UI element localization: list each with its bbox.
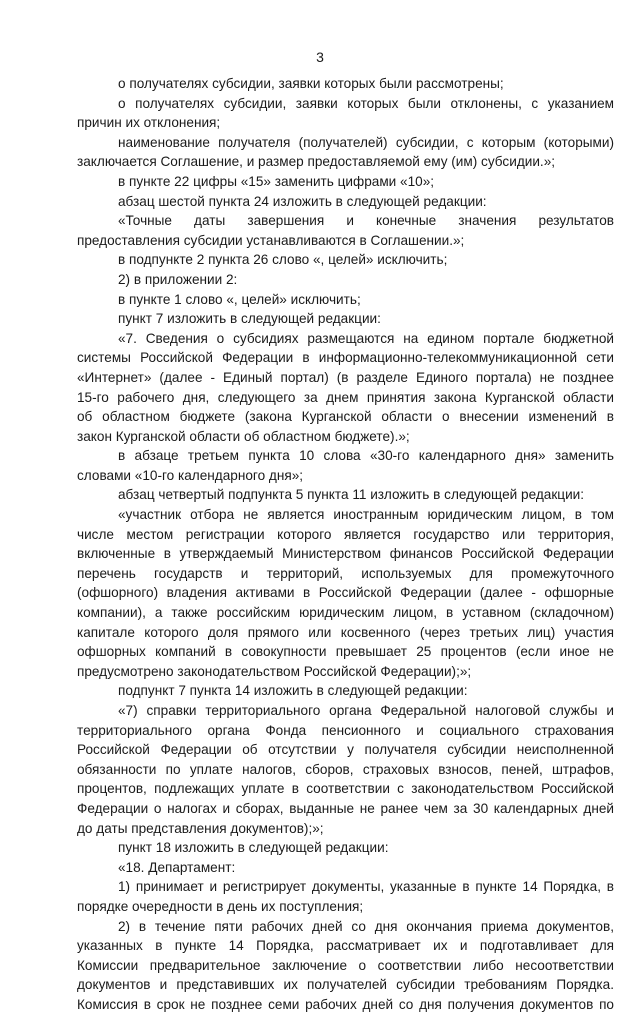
- text-line: Федерации о налогах и сборах, выданные не ранее чем за 30 календарных дней: [77, 800, 614, 816]
- text-line: офшорных компаний в совокупности превышает 25 процентов (если иное не: [77, 644, 614, 660]
- text-line: до даты представления документов);»;: [77, 820, 324, 836]
- text-line: «Интернет» (далее - Единый портал) (в разделе Единого портала) не позднее: [77, 369, 614, 385]
- text-line: заключается Соглашение, и размер предоставляемой ему (им) субсидии.»;: [77, 154, 556, 170]
- text-line: «7) справки территориального органа Федеральной налоговой службы и: [118, 703, 614, 718]
- document-body: [77, 74, 616, 1015]
- text-line: Комиссия в срок не позднее семи рабочих дней со дня получения документов по: [77, 996, 614, 1012]
- text-line: пункт 7 изложить в следующей редакции:: [118, 311, 381, 327]
- text-line: процентов, подлежащих уплате в соответствии с законодательством Российской: [77, 781, 614, 797]
- text-line: перечень государств и территорий, используемых для промежуточного: [77, 565, 614, 581]
- text-line: о получателях субсидии, заявки которых были отклонены, с указанием: [118, 95, 614, 111]
- text-line: в абзаце третьем пункта 10 слова «30-го календарного дня» заменить: [118, 448, 614, 464]
- text-line: словами «10-го календарного дня»;: [77, 467, 304, 483]
- text-line: 15-го рабочего дня, следующего за днем принятия закона Курганской области: [77, 389, 614, 405]
- text-line: об областном бюджете (закона Курганской области о внесении изменений в: [77, 409, 614, 425]
- text-line: компании), а также российским юридическим лицом, в уставном (складочном): [77, 605, 614, 621]
- text-line: «18. Департамент:: [118, 859, 236, 875]
- text-line: числе местом регистрации которого является государство или территория,: [77, 526, 614, 542]
- text-line: включенные в утверждаемый Министерством финансов Российской Федерации: [77, 546, 614, 562]
- text-line: указанных в пункте 14 Порядка, рассматривает их и подготавливает для: [77, 938, 614, 954]
- text-line: «участник отбора не является иностранным юридическим лицом, в том: [118, 507, 614, 523]
- text-line: подпункт 7 пункта 14 изложить в следующей редакции:: [118, 683, 468, 699]
- text-line: Российской Федерации об отсутствии у получателя субсидии неисполненной: [77, 742, 614, 758]
- text-line: о получателях субсидии, заявки которых были рассмотрены;: [118, 76, 504, 91]
- text-line: наименование получателя (получателей) субсидии, с которым (которыми): [118, 134, 614, 150]
- text-line: документов и представивших их получателей субсидии требованиям Порядка.: [77, 977, 614, 993]
- text-line: абзац четвертый подпункта 5 пункта 11 изложить в следующей редакции:: [118, 487, 585, 503]
- text-line: предоставления субсидии устанавливаются в Соглашении.»;: [77, 232, 465, 248]
- text-line: 1) принимает и регистрирует документы, указанные в пункте 14 Порядка, в: [118, 879, 614, 895]
- text-line: закон Курганской области об областном бюджете).»;: [77, 428, 410, 444]
- text-line: системы Российской Федерации в информационно-телекоммуникационной сети: [77, 350, 614, 366]
- text-line: 2) в приложении 2:: [118, 271, 238, 287]
- text-line: капитале которого доля прямого или косвенного (через третьих лиц) участия: [77, 624, 614, 640]
- text-line: в пункте 1 слово «, целей» исключить;: [118, 291, 361, 307]
- text-line: (офшорного) владения активами в Российской Федерации (далее - офшорные: [77, 585, 614, 601]
- text-line: 2) в течение пяти рабочих дней со дня окончания приема документов,: [118, 918, 614, 934]
- text-line: пункт 18 изложить в следующей редакции:: [118, 840, 389, 856]
- text-line: территориального органа Фонда пенсионного и социального страхования: [77, 722, 614, 738]
- text-line: обязанности по уплате налогов, сборов, страховых взносов, пеней, штрафов,: [77, 761, 614, 777]
- text-line: в пункте 22 цифры «15» заменить цифрами «10»;: [118, 173, 435, 189]
- text-line: абзац шестой пункта 24 изложить в следующей редакции:: [118, 193, 487, 209]
- text-line: в подпункте 2 пункта 26 слово «, целей» исключить;: [118, 252, 448, 268]
- text-line: Комиссии предварительное заключение о соответствии либо несоответствии: [77, 957, 614, 973]
- text-line: «7. Сведения о субсидиях размещаются на едином портале бюджетной: [118, 330, 614, 346]
- text-line: порядке очередности в день их поступления;: [77, 898, 364, 914]
- page-number: 3: [316, 49, 324, 65]
- text-line: предусмотрено законодательством Российской Федерации);»;: [77, 663, 472, 679]
- text-line: причин их отклонения;: [77, 115, 221, 131]
- text-line: «Точные даты завершения и конечные значения результатов: [118, 213, 614, 229]
